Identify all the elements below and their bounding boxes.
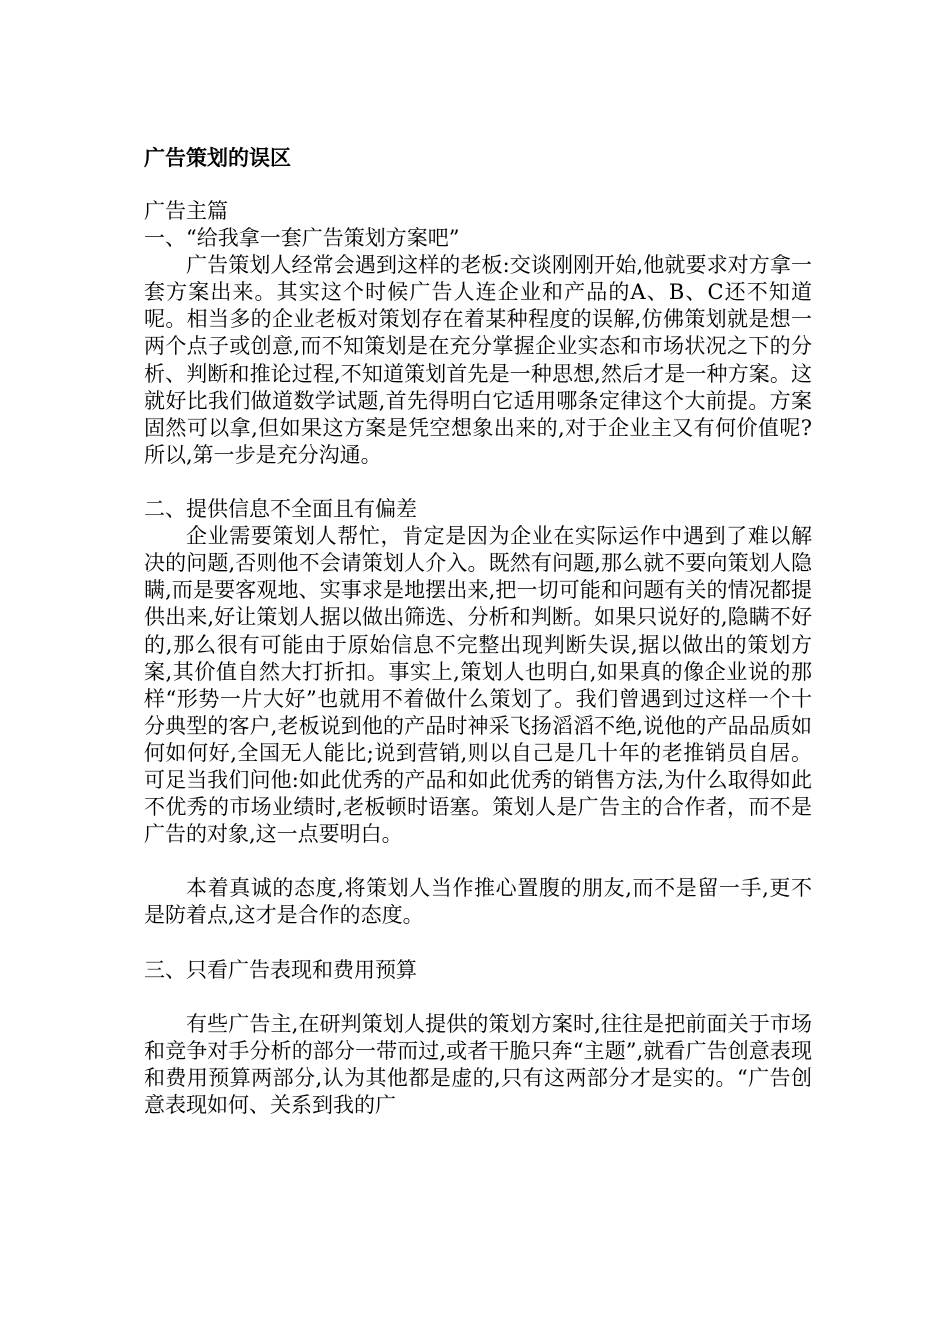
section-2-heading: 二、提供信息不全面且有偏差 <box>144 497 417 522</box>
paragraph-spacer <box>144 848 812 875</box>
section-1-paragraph: 广告策划人经常会遇到这样的老板:交谈刚刚开始,他就要求对方拿一套方案出来。其实这个时候广告人连企业和产品的A、B、C还不知道呢。相当多的企业老板对策划存在着某种程度的误解,仿佛策划就是想一两个点子或创意,而不知策划是在充分掌握企业实态和市场状况之下的分析、判断和推论过程,不知道策划首先是一种思想,然后才是一种方案。这就好比我们做道数学试题,首先得明白它适用哪条定律这个大前提。方案固然可以拿,但如果这方案是凭空想象出来的,对于企业主又有何价值呢?所以,第一步是充分沟通。 <box>144 253 812 467</box>
section-spacer <box>144 469 812 496</box>
document-body <box>144 138 812 1119</box>
section-2-paragraph-1: 企业需要策划人帮忙，肯定是因为企业在实际运作中遇到了难以解决的问题,否则他不会请策划人介入。既然有问题,那么就不要向策划人隐瞒,而是要客观地、实事求是地摆出来,把一切可能和问题有关的情况都提供出来,好让策划人据以做出筛选、分析和判断。如果只说好的,隐瞒不好的,那么很有可能由于原始信息不完整出现判断失误,据以做出的策划方案,其价值自然大打折扣。事实上,策划人也明白,如果真的像企业说的那样“形势一片大好”也就用不着做什么策划了。我们曾遇到过这样一个十分典型的客户,老板说到他的产品时神采飞扬滔滔不绝,说他的产品品质如何如何好,全国无人能比;说到营销,则以自己是几十年的老推销员自居。可足当我们问他:如此优秀的产品和如此优秀的销售方法,为什么取得如此不优秀的市场业绩时,老板顿时语塞。策划人是广告主的合作者，而不是广告的对象,这一点要明白。 <box>144 524 812 847</box>
paragraph-spacer <box>144 984 812 1011</box>
document-title: 广告策划的误区 <box>144 145 291 170</box>
part-label: 广告主篇 <box>144 199 228 223</box>
section-spacer <box>144 930 812 957</box>
section-3-heading: 三、只看广告表现和费用预算 <box>144 957 417 982</box>
section-1-heading: 一、“给我拿一套广告策划方案吧” <box>144 226 460 251</box>
section-3-paragraph: 有些广告主,在研判策划人提供的策划方案时,往往是把前面关于市场和竞争对手分析的部分一带而过,或者干脆只奔“主题”,就看广告创意表现和费用预算两部分,认为其他都是虚的,只有这两部分才是实的。“广告创意表现如何、关系到我的广 <box>144 1011 812 1118</box>
section-2-paragraph-2: 本着真诚的态度,将策划人当作推心置腹的朋友,而不是留一手,更不是防着点,这才是合作的态度。 <box>144 876 812 928</box>
title-spacer <box>144 178 812 198</box>
